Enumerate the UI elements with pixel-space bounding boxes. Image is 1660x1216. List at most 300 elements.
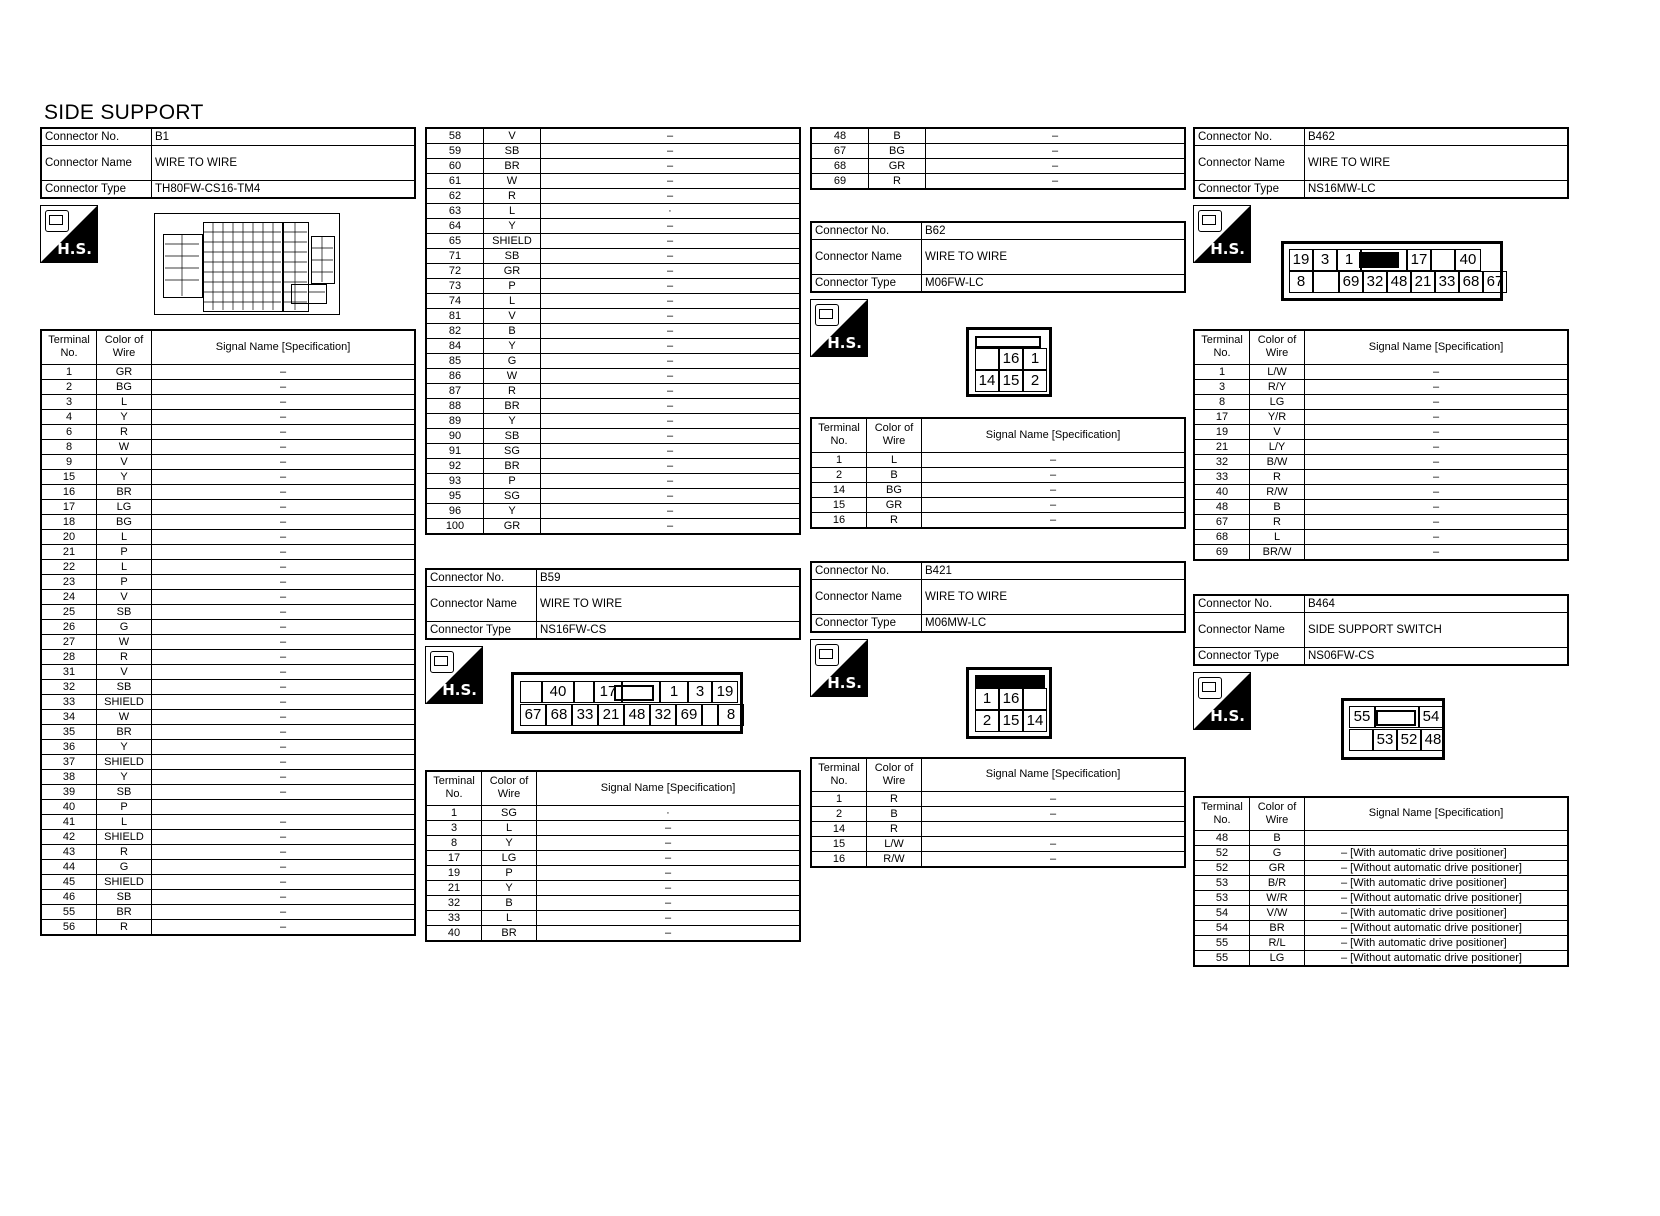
connector-pin-cell: 68 [1459, 271, 1483, 293]
connector-b1-graphic [40, 199, 416, 329]
table-row [426, 910, 800, 925]
table-row [41, 604, 415, 619]
terminal-no-cell: 67 [811, 144, 869, 159]
signal-name-cell: – [922, 467, 1186, 482]
table-row [426, 264, 800, 279]
signal-name-cell: – [152, 754, 416, 769]
terminal-no-cell: 33 [1194, 469, 1250, 484]
table-row [41, 379, 415, 394]
connector-b462-info [1193, 127, 1569, 199]
signal-name-cell: – [922, 837, 1186, 852]
connector-b62-graphic [810, 293, 1186, 417]
hs-label: H.S. [442, 681, 477, 699]
terminal-no-cell: 41 [41, 814, 97, 829]
wire-color-cell: SHIELD [97, 874, 152, 889]
terminal-no-cell: 31 [41, 664, 97, 679]
connector-pin-cell [1431, 249, 1455, 271]
connector-b464-face-diagram [1341, 698, 1445, 760]
header-signal-name: Signal Name [Specification] [922, 418, 1186, 452]
wire-color-cell: P [482, 865, 537, 880]
signal-name-cell: – [537, 910, 801, 925]
connector-b1-info [40, 127, 416, 199]
header-signal-name: Signal Name [Specification] [152, 330, 416, 364]
wire-color-cell: P [484, 279, 541, 294]
table-row [41, 454, 415, 469]
harness-side-icon [40, 205, 98, 263]
terminal-no-cell: 87 [426, 384, 484, 399]
connector-no-value: B59 [537, 569, 801, 587]
harness-side-icon [1193, 672, 1251, 730]
connector-pin-cell: 48 [1421, 729, 1445, 751]
connector-type-value: NS16MW-LC [1305, 181, 1569, 199]
connector-pin-cell [702, 704, 718, 726]
table-row [426, 429, 800, 444]
signal-name-cell: – [152, 409, 416, 424]
table-row [426, 219, 800, 234]
wire-color-cell: R [484, 384, 541, 399]
header-signal-name: Signal Name [Specification] [922, 758, 1186, 792]
terminal-no-cell: 58 [426, 128, 484, 144]
table-row [41, 814, 415, 829]
signal-name-cell: – [541, 369, 801, 384]
terminal-no-cell: 46 [41, 889, 97, 904]
table-row [811, 452, 1185, 467]
signal-name-cell: – [541, 249, 801, 264]
wire-color-cell: BR [97, 724, 152, 739]
signal-name-cell: – [152, 859, 416, 874]
table-row [811, 482, 1185, 497]
connector-b59-graphic [425, 640, 801, 770]
connector-b464-graphic [1193, 666, 1569, 796]
terminal-no-cell: 2 [811, 467, 867, 482]
terminal-no-cell: 39 [41, 784, 97, 799]
label-connector-no: Connector No. [1194, 128, 1305, 146]
signal-name-cell: – [152, 469, 416, 484]
wire-color-cell: SG [484, 444, 541, 459]
terminal-no-cell: 16 [811, 512, 867, 528]
terminal-no-cell: 27 [41, 634, 97, 649]
signal-name-cell: – [541, 219, 801, 234]
signal-name-cell: – [537, 925, 801, 941]
table-row [426, 279, 800, 294]
signal-name-cell: – [922, 807, 1186, 822]
label-connector-no: Connector No. [811, 222, 922, 240]
connector-pin-cell: 40 [1455, 249, 1481, 271]
terminal-no-cell: 33 [426, 910, 482, 925]
table-row [1194, 921, 1568, 936]
table-row [1194, 906, 1568, 921]
signal-name-cell: – [541, 264, 801, 279]
terminal-no-cell: 89 [426, 414, 484, 429]
terminal-no-cell: 69 [811, 174, 869, 190]
table-row [41, 424, 415, 439]
connector-b62-pin-table [810, 417, 1186, 529]
wire-color-cell: R/L [1250, 936, 1305, 951]
terminal-no-cell: 67 [1194, 514, 1250, 529]
signal-name-cell: – [With automatic drive positioner] [1305, 846, 1569, 861]
table-row [41, 874, 415, 889]
table-row [41, 844, 415, 859]
wire-color-cell: R [97, 649, 152, 664]
terminal-no-cell: 62 [426, 189, 484, 204]
table-row [41, 709, 415, 724]
terminal-no-cell: 93 [426, 474, 484, 489]
table-row [41, 439, 415, 454]
table-row [41, 499, 415, 514]
wire-color-cell: R [97, 919, 152, 935]
connector-no-value: B462 [1305, 128, 1569, 146]
connector-pin-cell: 1 [1023, 348, 1047, 370]
wire-color-cell: BR [484, 459, 541, 474]
connector-b464-info [1193, 594, 1569, 666]
b62-pin-rows [811, 452, 1185, 528]
signal-name-cell: – [541, 519, 801, 535]
wire-color-cell: BR [97, 484, 152, 499]
terminal-no-cell: 21 [1194, 439, 1250, 454]
harness-side-icon [810, 639, 868, 697]
signal-name-cell: – [1305, 544, 1569, 560]
terminal-no-cell: 15 [811, 497, 867, 512]
signal-name-cell: – [537, 835, 801, 850]
signal-name-cell: – [926, 174, 1186, 190]
wire-color-cell: BR [97, 904, 152, 919]
signal-name-cell: – [926, 128, 1186, 144]
wire-color-cell: SB [484, 144, 541, 159]
connector-pin-cell: 14 [1023, 710, 1047, 732]
hs-label: H.S. [827, 673, 862, 692]
signal-name-cell: – [926, 144, 1186, 159]
wire-color-cell: Y [97, 739, 152, 754]
wire-color-cell: R [484, 189, 541, 204]
table-row [1194, 469, 1568, 484]
b1-cont-pin-rows [426, 128, 800, 534]
table-row [41, 829, 415, 844]
terminal-no-cell: 52 [1194, 846, 1250, 861]
wire-color-cell: SB [484, 249, 541, 264]
connector-b59-pin-table-continued [810, 127, 1186, 190]
signal-name-cell: – [541, 429, 801, 444]
connector-name-value: SIDE SUPPORT SWITCH [1305, 612, 1569, 647]
terminal-no-cell: 95 [426, 489, 484, 504]
wire-color-cell: L [482, 820, 537, 835]
terminal-no-cell: 71 [426, 249, 484, 264]
table-row [811, 174, 1185, 190]
label-connector-no: Connector No. [811, 562, 922, 580]
wire-color-cell: G [1250, 846, 1305, 861]
terminal-no-cell: 40 [426, 925, 482, 941]
wire-color-cell: LG [1250, 394, 1305, 409]
table-row [811, 822, 1185, 837]
wire-color-cell: Y/R [1250, 409, 1305, 424]
signal-name-cell: – [152, 424, 416, 439]
signal-name-cell: – [152, 394, 416, 409]
table-row [1194, 861, 1568, 876]
signal-name-cell: – [537, 880, 801, 895]
wire-color-cell: SB [484, 429, 541, 444]
table-row [41, 409, 415, 424]
signal-name-cell: – [537, 850, 801, 865]
table-row [1194, 544, 1568, 560]
table-row [1194, 454, 1568, 469]
wire-color-cell: BR [482, 925, 537, 941]
wire-color-cell: L [484, 294, 541, 309]
terminal-no-cell: 88 [426, 399, 484, 414]
table-row [426, 474, 800, 489]
connector-pin-cell [574, 681, 594, 703]
connector-pin-cell: 15 [999, 710, 1023, 732]
table-row [41, 739, 415, 754]
wire-color-cell: SHIELD [97, 754, 152, 769]
label-connector-name: Connector Name [811, 579, 922, 614]
connector-pin-cell: 48 [1387, 271, 1411, 293]
terminal-no-cell: 100 [426, 519, 484, 535]
signal-name-cell: – [152, 784, 416, 799]
signal-name-cell: – [152, 844, 416, 859]
hs-label: H.S. [1210, 240, 1245, 258]
wire-color-cell: R [1250, 469, 1305, 484]
signal-name-cell: – [541, 504, 801, 519]
table-row [426, 309, 800, 324]
signal-name-cell: – [922, 512, 1186, 528]
table-row [426, 895, 800, 910]
wire-color-cell: LG [97, 499, 152, 514]
table-row [811, 128, 1185, 144]
signal-name-cell: · [537, 805, 801, 820]
wire-color-cell: GR [484, 264, 541, 279]
signal-name-cell: – [152, 679, 416, 694]
terminal-no-cell: 48 [1194, 499, 1250, 514]
signal-name-cell: – [541, 324, 801, 339]
header-terminal-no: Terminal No. [1194, 330, 1250, 364]
terminal-no-cell: 92 [426, 459, 484, 474]
signal-name-cell: – [152, 829, 416, 844]
table-row [426, 880, 800, 895]
signal-name-cell: – [541, 489, 801, 504]
terminal-no-cell: 22 [41, 559, 97, 574]
connector-pin-cell: 19 [1289, 249, 1313, 271]
signal-name-cell: – [541, 474, 801, 489]
terminal-no-cell: 45 [41, 874, 97, 889]
terminal-no-cell: 52 [1194, 861, 1250, 876]
terminal-no-cell: 24 [41, 589, 97, 604]
wire-color-cell: Y [97, 769, 152, 784]
label-connector-name: Connector Name [426, 587, 537, 622]
signal-name-cell: – [922, 452, 1186, 467]
terminal-no-cell: 21 [426, 880, 482, 895]
table-row [811, 837, 1185, 852]
terminal-no-cell: 54 [1194, 906, 1250, 921]
table-row [426, 249, 800, 264]
table-row [426, 128, 800, 144]
terminal-no-cell: 37 [41, 754, 97, 769]
wire-color-cell: W [484, 174, 541, 189]
signal-name-cell: – [541, 189, 801, 204]
wire-color-cell: V [97, 454, 152, 469]
label-connector-no: Connector No. [1194, 595, 1305, 613]
wire-color-cell: Y [482, 880, 537, 895]
table-row [426, 399, 800, 414]
wire-color-cell: G [484, 354, 541, 369]
connector-pin-cell: 15 [999, 370, 1023, 392]
wire-color-cell: BG [867, 482, 922, 497]
signal-name-cell: – [537, 865, 801, 880]
signal-name-cell: – [541, 159, 801, 174]
terminal-no-cell: 64 [426, 219, 484, 234]
signal-name-cell: – [922, 482, 1186, 497]
connector-pin-cell: 14 [975, 370, 999, 392]
terminal-no-cell: 32 [426, 895, 482, 910]
signal-name-cell: – [926, 159, 1186, 174]
signal-name-cell: – [152, 694, 416, 709]
terminal-no-cell: 19 [1194, 424, 1250, 439]
signal-name-cell: – [152, 619, 416, 634]
wire-color-cell: SB [97, 784, 152, 799]
table-row [1194, 499, 1568, 514]
wire-color-cell: B [867, 807, 922, 822]
terminal-no-cell: 23 [41, 574, 97, 589]
header-color-of-wire: Color of Wire [867, 758, 922, 792]
terminal-no-cell: 42 [41, 829, 97, 844]
signal-name-cell: – [152, 439, 416, 454]
b59-cont-pin-rows [811, 128, 1185, 189]
connector-b1-face-diagram [154, 213, 340, 315]
table-row [1194, 394, 1568, 409]
signal-name-cell: – [1305, 379, 1569, 394]
connector-pin-cell: 33 [572, 704, 598, 726]
table-row [426, 189, 800, 204]
wire-color-cell: R/W [1250, 484, 1305, 499]
table-row [426, 414, 800, 429]
connector-pin-cell: 16 [999, 688, 1023, 710]
label-connector-type: Connector Type [41, 181, 152, 199]
wire-color-cell: R [1250, 514, 1305, 529]
terminal-no-cell: 53 [1194, 891, 1250, 906]
terminal-no-cell: 32 [1194, 454, 1250, 469]
signal-name-cell: – [922, 852, 1186, 868]
table-row [41, 364, 415, 379]
table-row [41, 469, 415, 484]
table-row [41, 484, 415, 499]
terminal-no-cell: 40 [41, 799, 97, 814]
table-row [41, 679, 415, 694]
signal-name-cell: – [541, 128, 801, 144]
connector-type-value: TH80FW-CS16-TM4 [152, 181, 416, 199]
connector-pin-cell: 69 [1339, 271, 1363, 293]
wire-color-cell: BR [484, 399, 541, 414]
label-connector-type: Connector Type [426, 622, 537, 640]
table-row [426, 159, 800, 174]
wire-color-cell: GR [1250, 861, 1305, 876]
signal-name-cell: – [1305, 424, 1569, 439]
wire-color-cell: SB [97, 679, 152, 694]
table-row [41, 574, 415, 589]
connector-pin-cell: 1 [975, 688, 999, 710]
signal-name-cell: – [541, 279, 801, 294]
terminal-no-cell: 73 [426, 279, 484, 294]
terminal-no-cell: 19 [426, 865, 482, 880]
label-connector-no: Connector No. [426, 569, 537, 587]
harness-side-icon [425, 646, 483, 704]
connector-b1-column [40, 127, 416, 936]
signal-name-cell: – [Without automatic drive positioner] [1305, 951, 1569, 967]
wire-color-cell: R/W [867, 852, 922, 868]
header-color-of-wire: Color of Wire [97, 330, 152, 364]
connector-b59-pin-table [425, 770, 801, 942]
table-row [426, 489, 800, 504]
wire-color-cell: W [97, 634, 152, 649]
connector-no-value: B421 [922, 562, 1186, 580]
connector-b1-pin-table [40, 329, 416, 936]
table-row [811, 807, 1185, 822]
b59-pin-rows [426, 805, 800, 941]
terminal-no-cell: 17 [426, 850, 482, 865]
terminal-no-cell: 85 [426, 354, 484, 369]
wire-color-cell: R [869, 174, 926, 190]
wire-color-cell: W [97, 439, 152, 454]
wire-color-cell: Y [97, 469, 152, 484]
signal-name-cell: – [922, 497, 1186, 512]
connector-pin-cell [520, 681, 542, 703]
wire-color-cell: V [97, 664, 152, 679]
terminal-no-cell: 38 [41, 769, 97, 784]
terminal-no-cell: 8 [41, 439, 97, 454]
terminal-no-cell: 25 [41, 604, 97, 619]
signal-name-cell: – [152, 589, 416, 604]
connector-b462-pin-table [1193, 329, 1569, 561]
label-connector-type: Connector Type [1194, 647, 1305, 665]
table-row [811, 144, 1185, 159]
terminal-no-cell: 32 [41, 679, 97, 694]
terminal-no-cell: 63 [426, 204, 484, 219]
table-row [1194, 409, 1568, 424]
connector-pin-cell: 55 [1349, 706, 1375, 728]
table-row [41, 514, 415, 529]
table-row [41, 589, 415, 604]
connector-pin-cell: 2 [975, 710, 999, 732]
connector-pin-cell: 21 [598, 704, 624, 726]
signal-name-cell: – [541, 354, 801, 369]
connector-pin-cell [1023, 688, 1047, 710]
signal-name-cell: – [Without automatic drive positioner] [1305, 921, 1569, 936]
connector-pin-cell: 3 [1313, 249, 1337, 271]
table-row [41, 859, 415, 874]
terminal-no-cell: 9 [41, 454, 97, 469]
signal-name-cell [1305, 831, 1569, 846]
terminal-no-cell: 33 [41, 694, 97, 709]
header-signal-name: Signal Name [Specification] [537, 771, 801, 805]
connector-pin-cell: 1 [1337, 249, 1361, 271]
wire-color-cell: L [482, 910, 537, 925]
terminal-no-cell: 55 [41, 904, 97, 919]
table-row [41, 529, 415, 544]
table-row [426, 339, 800, 354]
wire-color-cell: L [97, 559, 152, 574]
wire-color-cell: LG [482, 850, 537, 865]
table-row [426, 444, 800, 459]
connector-no-value: B464 [1305, 595, 1569, 613]
connector-b1-pin-table-continued [425, 127, 801, 535]
wire-color-cell: SHIELD [97, 694, 152, 709]
signal-name-cell: – [541, 339, 801, 354]
wire-color-cell: BR [484, 159, 541, 174]
table-row [41, 769, 415, 784]
connector-name-value: WIRE TO WIRE [1305, 146, 1569, 181]
table-row [426, 925, 800, 941]
terminal-no-cell: 18 [41, 514, 97, 529]
wire-color-cell: B [484, 324, 541, 339]
terminal-no-cell: 20 [41, 529, 97, 544]
table-row [426, 504, 800, 519]
